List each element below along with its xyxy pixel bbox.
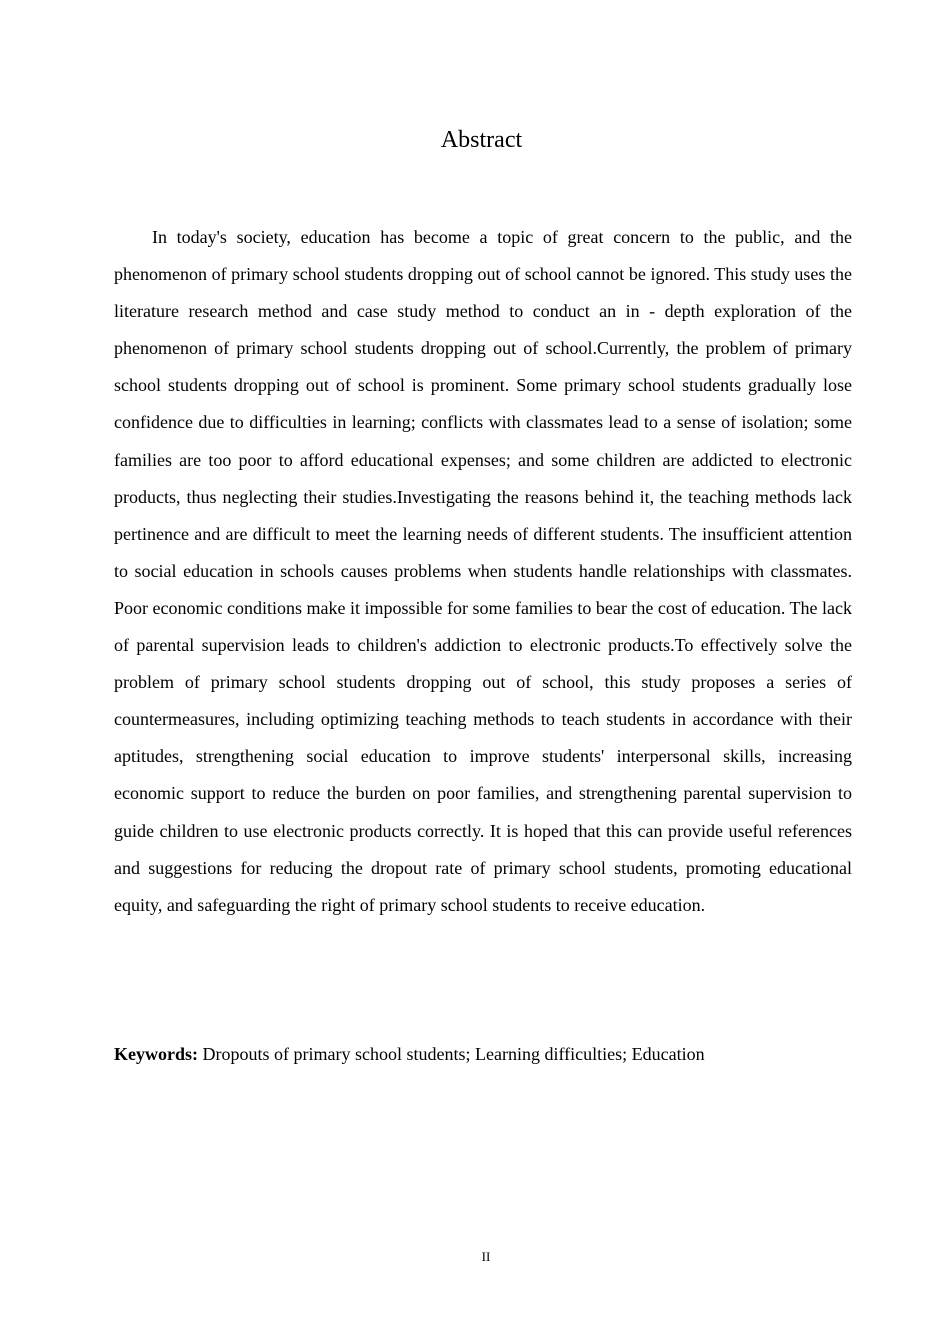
abstract-title: Abstract [440,127,523,153]
page-number: II [481,1249,491,1264]
keywords-text: Dropouts of primary school students; Learning difficulties; Education [202,1044,705,1064]
keywords-line [114,1036,852,1073]
abstract-body: In today's society, education has become a topic of great concern to the public, and the phenomenon of primary school students dropping out of school cannot be ignored. This study uses the literature research method and case study method to conduct an in - depth exploration of the phenomenon of primary school students dropping out of school.Currently, the problem of primary school students dropping out of school is prominent. Some primary school students gradually lose confidence due to difficulties in learning; conflicts with classmates lead to a sense of isolation; some families are too poor to afford educational expenses; and some children are addicted to electronic products, thus neglecting their studies.Investigating the reasons behind it, the teaching methods lack pertinence and are difficult to meet the learning needs of different students. The insufficient attention to social education in schools causes problems when students handle relationships with classmates. Poor economic conditions make it impossible for some families to bear the cost of education. The lack of parental supervision leads to children's addiction to electronic products.To effectively solve the problem of primary school students dropping out of school, this study proposes a series of countermeasures, including optimizing teaching methods to teach students in accordance with their aptitudes, strengthening social education to improve students' interpersonal skills, increasing economic support to reduce the burden on poor families, and strengthening parental supervision to guide children to use electronic products correctly. It is hoped that this can provide useful references and suggestions for reducing the dropout rate of primary school students, promoting educational equity, and safeguarding the right of primary school students to receive education. [114,227,852,915]
keywords-label: Keywords: [114,1044,198,1064]
